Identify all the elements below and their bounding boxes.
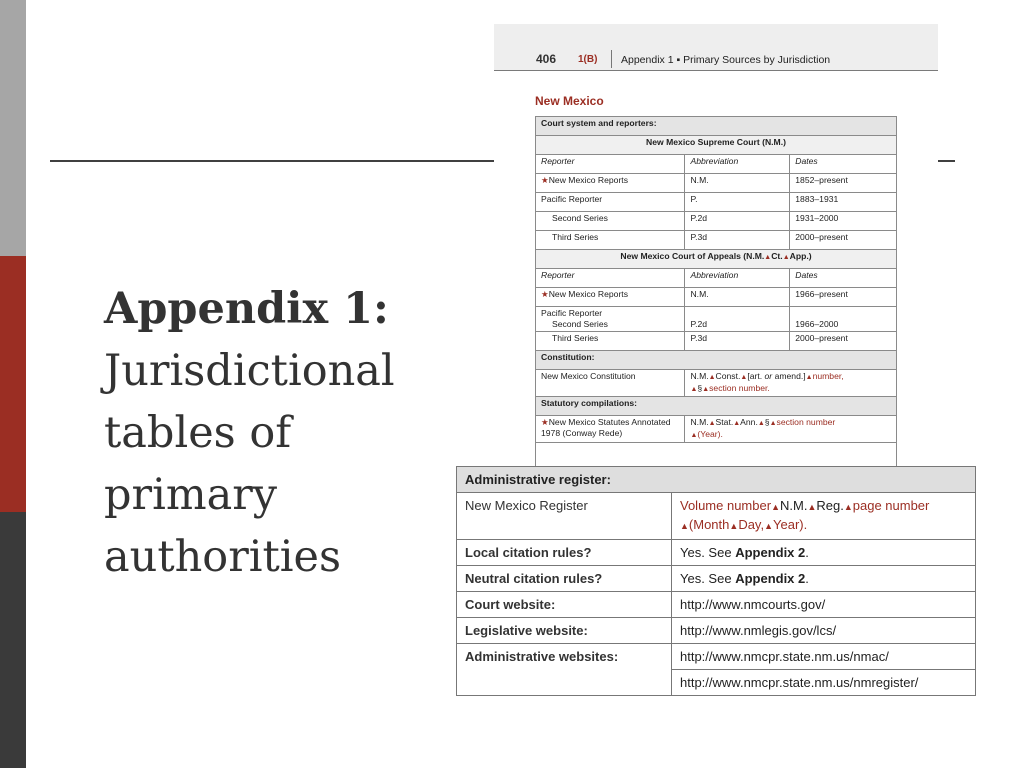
neutral-rules-label: Neutral citation rules? (457, 566, 672, 592)
title-line-1: Appendix 1: (104, 284, 389, 334)
dates: 1966–present (790, 288, 897, 307)
book-page-excerpt (494, 24, 938, 466)
reporter-name: Pacific Reporter (536, 193, 685, 212)
constitution-name: New Mexico Constitution (536, 370, 685, 397)
reporter-name: New Mexico Reports (548, 289, 628, 299)
statutory-heading: Statutory compilations: (536, 397, 897, 416)
dates: 1931–2000 (790, 212, 897, 231)
appeals-court-heading: New Mexico Court of Appeals (N.M.▲Ct.▲App.) (536, 250, 897, 269)
dates: 2000–present (790, 332, 897, 351)
abbreviation: P.2d (685, 307, 790, 332)
sidebar-gray-block (0, 0, 26, 256)
col-dates: Dates (790, 269, 897, 288)
slide-title (104, 278, 434, 588)
supreme-court-heading: New Mexico Supreme Court (N.M.) (536, 136, 897, 155)
court-website-link[interactable]: http://www.nmcourts.gov/ (672, 592, 976, 618)
abbreviation: N.M. (685, 174, 790, 193)
title-line-4: primary (104, 470, 278, 520)
col-reporter: Reporter (536, 155, 685, 174)
table-header-row (536, 155, 897, 174)
table-row (536, 288, 897, 307)
sidebar-decoration (0, 0, 26, 768)
title-line-3: tables of (104, 408, 292, 458)
table-row (536, 174, 897, 193)
reporter-name: Third Series (536, 332, 685, 351)
abbreviation: P.2d (685, 212, 790, 231)
title-line-2: Jurisdictional (104, 346, 395, 396)
table-row (536, 370, 897, 397)
statute-citation: N.M.▲Stat.▲Ann.▲§▲section number ▲(Year). (685, 416, 897, 443)
reporter-name: Second Series (536, 212, 685, 231)
table-row (457, 592, 976, 618)
sidebar-dark-block (0, 512, 26, 768)
jurisdiction-overlay-table (456, 466, 976, 696)
constitution-citation: N.M.▲Const.▲[art. or amend.]▲number, ▲§▲section number. (685, 370, 897, 397)
table-row (536, 416, 897, 443)
table-row (457, 644, 976, 670)
legislative-website-label: Legislative website: (457, 618, 672, 644)
local-rules-label: Local citation rules? (457, 540, 672, 566)
admin-website-link-1[interactable]: http://www.nmcpr.state.nm.us/nmac/ (672, 644, 976, 670)
header-divider (611, 50, 612, 68)
reporter-name: Pacific Reporter (541, 308, 603, 318)
legislative-website-link[interactable]: http://www.nmlegis.gov/lcs/ (672, 618, 976, 644)
page-header-title: Appendix 1 ▪ Primary Sources by Jurisdiction (621, 54, 831, 66)
dates: 1883–1931 (790, 193, 897, 212)
admin-register-heading: Administrative register: (457, 467, 976, 493)
table-row (536, 212, 897, 231)
reporter-name: New Mexico Reports (548, 175, 628, 185)
page-section: 1(B) (578, 54, 598, 65)
col-abbreviation: Abbreviation (685, 155, 790, 174)
table-row (536, 307, 897, 332)
admin-website-link-2[interactable]: http://www.nmcpr.state.nm.us/nmregister/ (672, 670, 976, 696)
star-icon: ★ (541, 417, 549, 427)
sidebar-red-block (0, 256, 26, 512)
page-header (494, 24, 938, 71)
table-row (536, 193, 897, 212)
table-row (457, 540, 976, 566)
col-dates: Dates (790, 155, 897, 174)
statute-name: New Mexico Statutes Annotated 1978 (Conway Rede) (541, 417, 671, 438)
title-rule-left (50, 160, 496, 162)
constitution-heading: Constitution: (536, 351, 897, 370)
abbreviation: P.3d (685, 231, 790, 250)
page-number: 406 (536, 52, 557, 66)
neutral-rules-value: Yes. See Appendix 2. (672, 566, 976, 592)
col-abbreviation: Abbreviation (685, 269, 790, 288)
table-row (457, 493, 976, 540)
state-heading: New Mexico (535, 94, 604, 108)
abbreviation: P. (685, 193, 790, 212)
table-row (457, 618, 976, 644)
jurisdiction-table (535, 116, 897, 466)
register-citation: Volume number▲N.M.▲Reg.▲page number ▲(Month▲Day,▲Year). (672, 493, 976, 540)
table-row (536, 332, 897, 351)
register-name: New Mexico Register (457, 493, 672, 540)
local-rules-value: Yes. See Appendix 2. (672, 540, 976, 566)
col-reporter: Reporter (536, 269, 685, 288)
dates: 1966–2000 (790, 307, 897, 332)
appendix-2-link[interactable]: Appendix 2 (735, 571, 806, 586)
title-line-5: authorities (104, 532, 342, 582)
court-website-label: Court website: (457, 592, 672, 618)
reporter-name: Third Series (536, 231, 685, 250)
table-row (536, 231, 897, 250)
star-icon: ★ (541, 175, 549, 185)
court-system-heading: Court system and reporters: (536, 117, 897, 136)
star-icon: ★ (541, 289, 549, 299)
table-row (457, 566, 976, 592)
abbreviation: P.3d (685, 332, 790, 351)
admin-websites-label: Administrative websites: (457, 644, 672, 696)
appendix-2-link[interactable]: Appendix 2 (735, 545, 806, 560)
reporter-series: Second Series (552, 319, 608, 329)
table-header-row (536, 269, 897, 288)
dates: 2000–present (790, 231, 897, 250)
dates: 1852–present (790, 174, 897, 193)
abbreviation: N.M. (685, 288, 790, 307)
